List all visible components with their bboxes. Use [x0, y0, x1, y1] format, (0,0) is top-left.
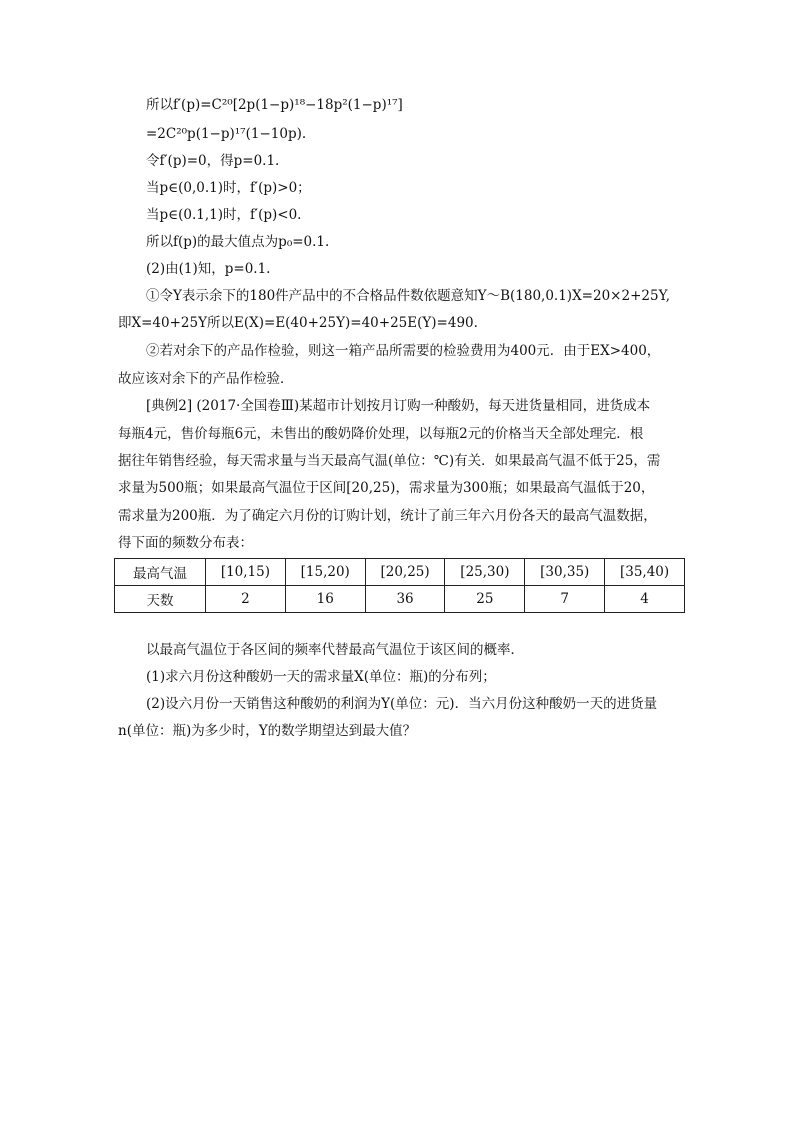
- table-cell: [35,40): [605, 559, 685, 586]
- table-cell: [30,35): [525, 559, 605, 586]
- table-cell: [15,20): [285, 559, 365, 586]
- solution-line: =2C²⁰p(1−p)¹⁷(1−10p).: [146, 126, 307, 142]
- solution-line: 所以f(p)的最大值点为p₀=0.1.: [146, 234, 330, 250]
- question-line: (2)设六月份一天销售这种酸奶的利润为Y(单位：元)．当六月份这种酸奶一天的进货量: [146, 696, 658, 712]
- table-cell: 36: [365, 586, 445, 613]
- question-line: (1)求六月份这种酸奶一天的需求量X(单位：瓶)的分布列；: [146, 669, 496, 685]
- example-line: [典例2] (2017·全国卷Ⅲ)某超市计划按月订购一种酸奶，每天进货量相同，进货成本: [146, 398, 651, 414]
- solution-line: 当p∈(0,0.1)时，f′(p)>0；: [146, 180, 311, 196]
- table-header-cell: 天数: [115, 586, 206, 613]
- table-cell: 7: [525, 586, 605, 613]
- question-line: 以最高气温位于各区间的频率代替最高气温位于该区间的概率．: [146, 642, 524, 658]
- solution-line: ②若对余下的产品作检验，则这一箱产品所需要的检验费用为400元．由于EX>400，: [146, 343, 661, 359]
- solution-line: (2)由(1)知，p=0.1.: [146, 261, 271, 277]
- example-line: 据往年销售经验，每天需求量与当天最高气温(单位：℃)有关．如果最高气温不低于25，需: [118, 453, 661, 469]
- frequency-table: [114, 558, 685, 613]
- solution-line: 故应该对余下的产品作检验．: [118, 371, 294, 387]
- table-row: [115, 559, 685, 586]
- table-cell: 25: [445, 586, 525, 613]
- solution-line: 令f′(p)=0，得p=0.1.: [146, 153, 280, 169]
- example-line: 每瓶4元，售价每瓶6元，未售出的酸奶降价处理，以每瓶2元的价格当天全部处理完．根: [118, 426, 644, 442]
- table-row: [115, 586, 685, 613]
- solution-line: 所以f′(p)=C²⁰[2p(1−p)¹⁸−18p²(1−p)¹⁷]: [146, 97, 403, 113]
- table-cell: 2: [206, 586, 286, 613]
- table-cell: 4: [605, 586, 685, 613]
- solution-line: 即X=40+25Y所以E(X)=E(40+25Y)=40+25E(Y)=490.: [118, 315, 478, 331]
- question-line: n(单位：瓶)为多少时，Y的数学期望达到最大值？: [118, 723, 417, 739]
- example-line: 需求量为200瓶．为了确定六月份的订购计划，统计了前三年六月份各天的最高气温数据，: [118, 508, 657, 524]
- table-cell: [25,30): [445, 559, 525, 586]
- example-line: 得下面的频数分布表：: [118, 535, 253, 551]
- example-line: 求量为500瓶；如果最高气温位于区间[20,25)，需求量为300瓶；如果最高气温低于20，: [118, 480, 655, 496]
- table-cell: [10,15): [206, 559, 286, 586]
- solution-line: 当p∈(0.1,1)时，f′(p)<0.: [146, 207, 302, 223]
- table-cell: 16: [285, 586, 365, 613]
- solution-line: ①令Y表示余下的180件产品中的不合格品件数依题意知Y～B(180,0.1)X=20×2+25Y,: [146, 288, 671, 304]
- table-cell: [20,25): [365, 559, 445, 586]
- table-header-cell: 最高气温: [115, 559, 206, 586]
